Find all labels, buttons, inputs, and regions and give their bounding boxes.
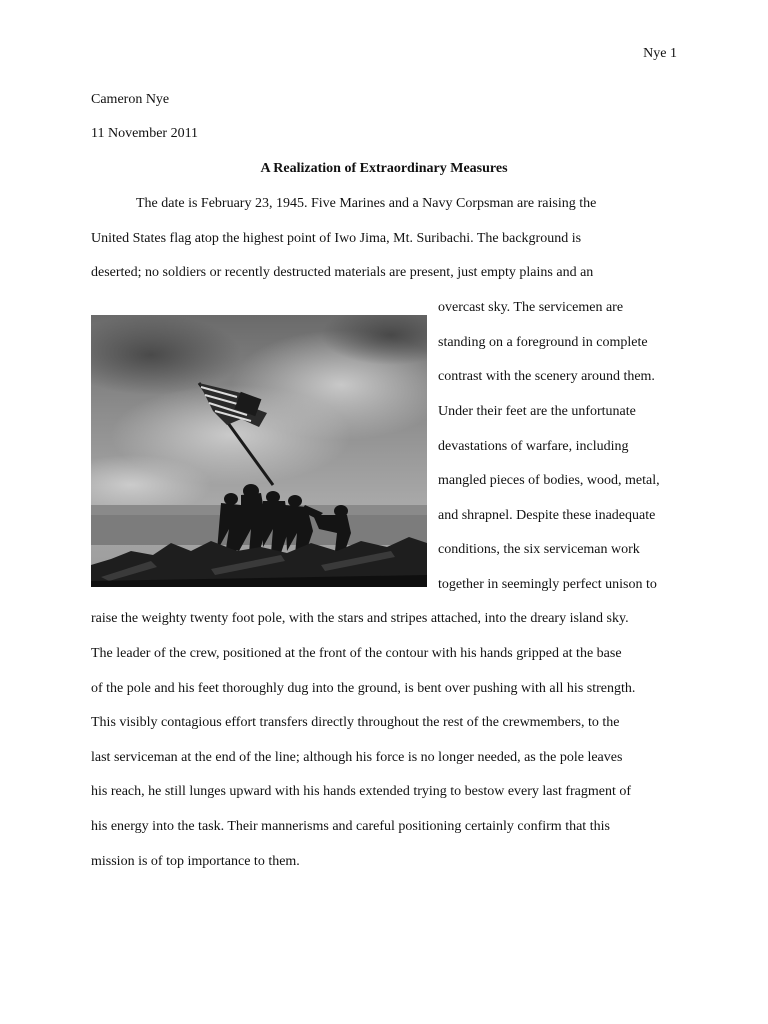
body-line: contrast with the scenery around them. xyxy=(438,369,655,384)
body-line: deserted; no soldiers or recently destructed materials are present, just empty plains and an xyxy=(91,265,594,280)
body-line: his reach, he still lunges upward with his hands extended trying to bestow every last fragment of xyxy=(91,784,632,799)
author-name: Cameron Nye xyxy=(91,92,170,107)
body-line: United States flag atop the highest point of Iwo Jima, Mt. Suribachi. The background is xyxy=(91,231,582,246)
body-line: and shrapnel. Despite these inadequate xyxy=(438,508,656,523)
flag-raising-photo xyxy=(91,315,427,587)
body-line: together in seemingly perfect unison to xyxy=(438,577,657,592)
body-line: last serviceman at the end of the line; although his force is no longer needed, as the pole leaves xyxy=(91,750,623,765)
body-line: mangled pieces of bodies, wood, metal, xyxy=(438,473,660,488)
body-line: mission is of top importance to them. xyxy=(91,854,300,869)
body-line: conditions, the six serviceman work xyxy=(438,542,640,557)
body-line: This visibly contagious effort transfers directly throughout the rest of the crewmembers, to the xyxy=(91,715,620,730)
body-line: raise the weighty twenty foot pole, with the stars and stripes attached, into the dreary island sky. xyxy=(91,611,629,626)
body-line: standing on a foreground in complete xyxy=(438,335,648,350)
page-header: Nye 1 xyxy=(643,46,677,61)
body-line: The date is February 23, 1945. Five Marines and a Navy Corpsman are raising the xyxy=(136,196,597,211)
body-line: The leader of the crew, positioned at the front of the contour with his hands gripped at the base xyxy=(91,646,622,661)
document-date: 11 November 2011 xyxy=(91,126,199,141)
body-line: Under their feet are the unfortunate xyxy=(438,404,636,419)
body-line: his energy into the task. Their mannerisms and careful positioning certainly confirm that this xyxy=(91,819,610,834)
body-line: overcast sky. The servicemen are xyxy=(438,300,624,315)
document-title: A Realization of Extraordinary Measures xyxy=(260,161,508,176)
body-line: of the pole and his feet thoroughly dug into the ground, is bent over pushing with all his strength. xyxy=(91,681,636,696)
body-line: devastations of warfare, including xyxy=(438,439,629,454)
